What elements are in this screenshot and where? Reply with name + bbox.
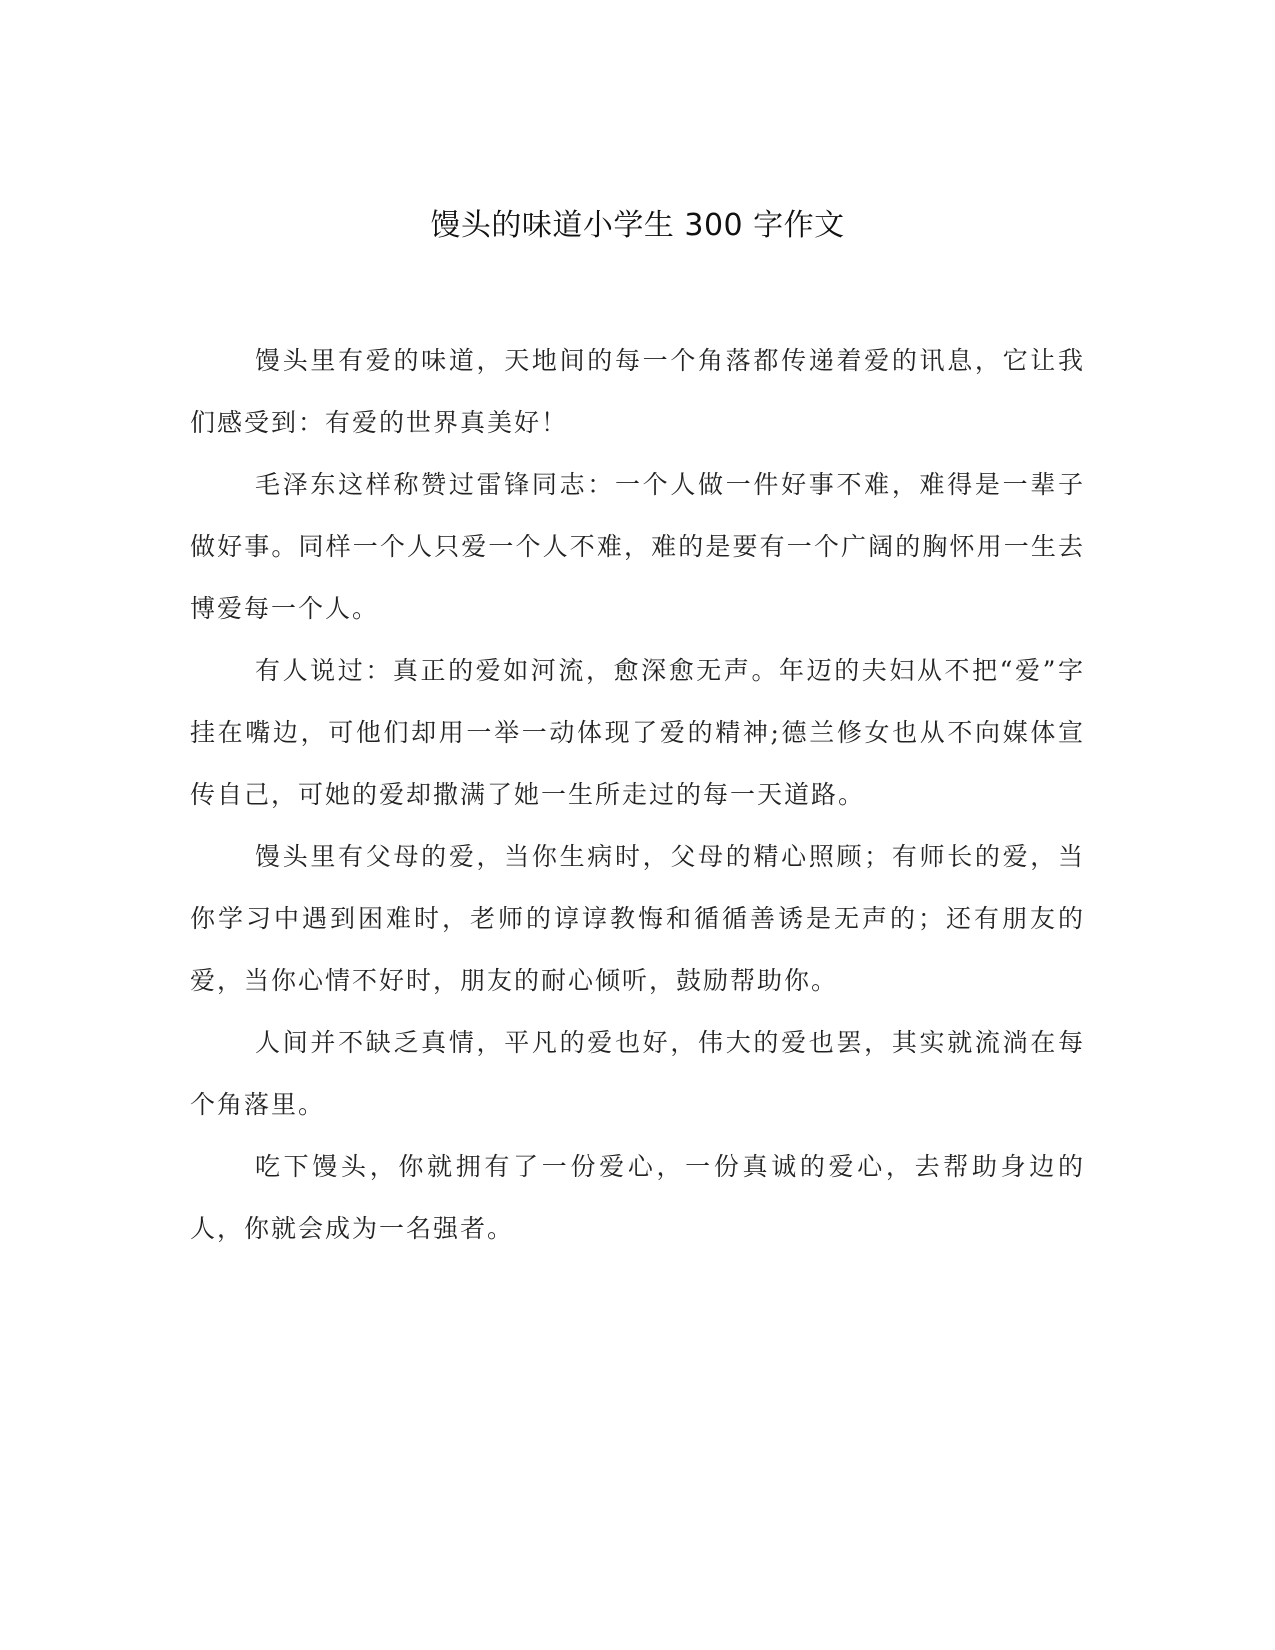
paragraph-2: 毛泽东这样称赞过雷锋同志：一个人做一件好事不难，难得是一辈子做好事。同样一个人只爱一个人不难，难的是要有一个广阔的胸怀用一生去博爱每一个人。 — [190, 470, 1085, 623]
paragraph-1: 馒头里有爱的味道，天地间的每一个角落都传递着爱的讯息，它让我们感受到：有爱的世界真美好！ — [190, 346, 1085, 437]
paragraph-4: 馒头里有父母的爱，当你生病时，父母的精心照顾；有师长的爱，当你学习中遇到困难时，老师的谆谆教悔和循循善诱是无声的；还有朋友的爱，当你心情不好时，朋友的耐心倾听，鼓励帮助你。 — [190, 842, 1085, 995]
paragraph-6: 吃下馒头，你就拥有了一份爱心，一份真诚的爱心，去帮助身边的人，你就会成为一名强者。 — [190, 1152, 1085, 1243]
paragraph-5: 人间并不缺乏真情，平凡的爱也好，伟大的爱也罢，其实就流淌在每个角落里。 — [190, 1028, 1085, 1119]
paragraph-3: 有人说过：真正的爱如河流，愈深愈无声。年迈的夫妇从不把“爱”字挂在嘴边，可他们却用一举一动体现了爱的精神;德兰修女也从不向媒体宣传自己，可她的爱却撒满了她一生所走过的每一天道路。 — [190, 656, 1085, 809]
page-title: 馒头的味道小学生 300 字作文 — [430, 208, 845, 243]
essay-body — [190, 330, 1085, 1260]
